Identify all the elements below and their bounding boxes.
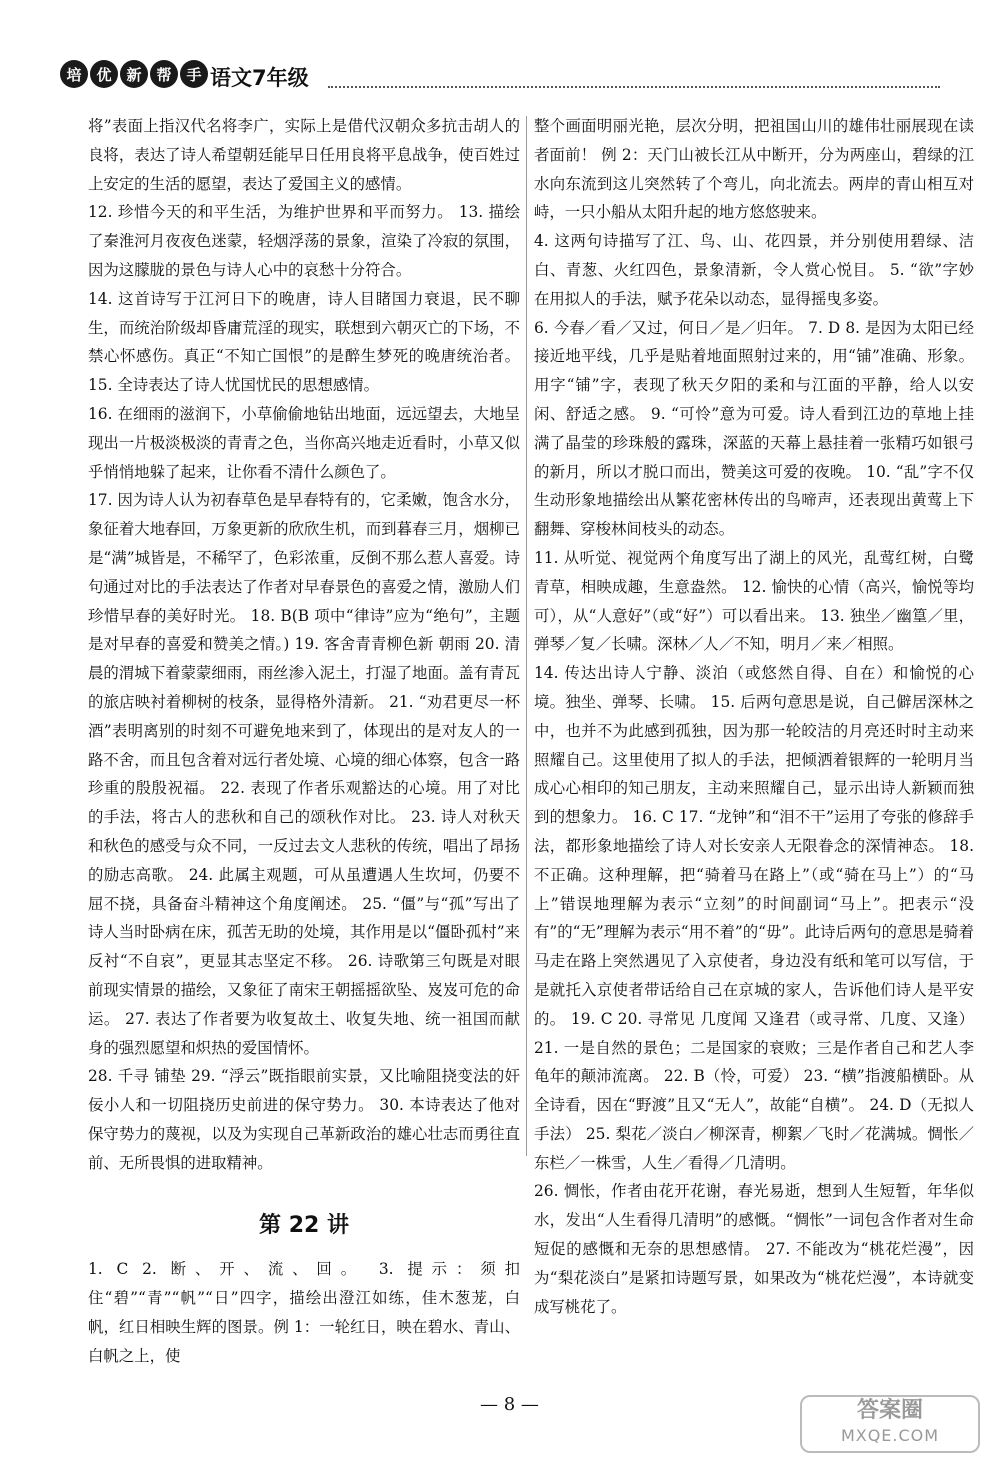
answer-paragraph: 11. 从听觉、视觉两个角度写出了湖上的风光，乱莺红树，白鹭青草，相映成趣，生意盎然。 12. 愉快的心情（高兴，愉悦等均可），从“人意好”（或“好”）可以看出来。 13. 独坐／幽篁／里，弹琴／复／长啸。深林／人／不知，明月／来／相照。 (534, 548, 974, 654)
answer-paragraph: 17. 因为诗人认为初春草色是早春特有的，它柔嫩，饱含水分，象征着大地春回，万象更新的欣欣生机，而到暮春三月，烟柳已是“满”城皆是，不稀罕了，色彩浓重，反倒不那么惹人喜爱。诗句通过对比的手法表达了作者对早春景色的喜爱之情，激励人们珍惜早春的美好时光。 18. B(B 项中“律诗”应为“绝句”，主题是对早春的喜爱和赞美之情。) 19. 客舍青青柳色新 朝雨 20. 清晨的渭城下着蒙蒙细雨，雨丝渗入泥土，打湿了地面。盖有青瓦的旅店映衬着柳树的枝条，显得格外清新。 21. “劝君更尽一杯酒”表明离别的时刻不可避免地来到了，体现出的是对友人的一路不舍，而且包含着对远行者处境、心境的细心体察，包含一路珍重的殷殷祝福。 22. 表现了作者乐观豁达的心境。用了对比的手法，将古人的悲秋和自己的颂秋作对比。 23. 诗人对秋天和秋色的感受与众不同，一反过去文人悲秋的传统，唱出了昂扬的励志高歌。 24. 此属主观题，可从虽遭遇人生坎坷，仍要不屈不挠，具备奋斗精神这个角度阐述。 25. “僵”与“孤”写出了诗人当时卧病在床，孤苦无助的处境，其作用是以“僵卧孤村”来反衬“不自哀”，更显其志坚定不移。 26. 诗歌第三句既是对眼前现实情景的描绘，又象征了南宋王朝摇摇欲坠、岌岌可危的命运。 27. 表达了作者要为收复故土、收复失地、统一祖国而献身的强烈愿望和炽热的爱国情怀。 (88, 491, 520, 1057)
logo-char: 手 (180, 60, 208, 88)
answer-paragraph: 1. C 2. 断、开、流、回。 3. 提示：须扣住“碧”“青”“帆”“日”四字，描绘出澄江如练，佳木葱茏，白帆，红日相映生辉的图景。例 1：一轮红日，映在碧水、青山、白帆之上，使 (88, 1260, 520, 1365)
answer-paragraph: 6. 今春／看／又过，何日／是／归年。 7. D 8. 是因为太阳已经接近地平线，几乎是贴着地面照射过来的，用“铺”准确、形象。用字“铺”字，表现了秋天夕阳的柔和与江面的平静，给人以安闲、舒适之感。 9. “可怜”意为可爱。诗人看到江边的草地上挂满了晶莹的珍珠般的露珠，深蓝的天幕上悬挂着一张精巧如银弓的新月，所以才脱口而出，赞美这可爱的夜晚。 10. “乱”字不仅生动形象地描绘出从繁花密林传出的鸟啼声，还表现出黄莺上下翻舞、穿梭林间枝头的动态。 (534, 318, 974, 539)
watermark-logo (800, 1395, 980, 1453)
logo-char: 优 (90, 60, 118, 88)
answer-paragraph: 14. 这首诗写于江河日下的晚唐，诗人目睹国力衰退，民不聊生，而统治阶级却昏庸荒淫的现实，联想到六朝灭亡的下场，不禁心怀感伤。真正“不知亡国恨”的是醉生梦死的晚唐统治者。 15. 全诗表达了诗人忧国忧民的思想感情。 (88, 289, 520, 395)
lecture-title: 第 22 讲 (259, 1213, 349, 1239)
answer-paragraph: 4. 这两句诗描写了江、鸟、山、花四景，并分别使用碧绿、洁白、青葱、火红四色，景象清新，令人赏心悦目。 5. “欲”字妙在用拟人的手法，赋予花朵以动态，显得摇曳多姿。 (534, 232, 974, 308)
answer-paragraph: 14. 传达出诗人宁静、淡泊（或悠然自得、自在）和愉悦的心境。独坐、弹琴、长啸。 15. 后两句意思是说，自己僻居深林之中，也并不为此感到孤独，因为那一轮皎洁的月亮还时时主动来照耀自己。这里使用了拟人的手法，把倾洒着银辉的一轮明月当成心心相印的知己朋友，主动来照耀自己，显示出诗人新颖而独到的想象力。 16. C 17. “龙钟”和“泪不干”运用了夸张的修辞手法，都形象地描绘了诗人对长安亲人无限眷念的深情神态。 18. 不正确。这种理解，把“骑着马在路上”（或“骑在马上”）的“马上”错误地理解为表示“立刻”的时间副词“马上”。把表示“没有”的“无”理解为表示“用不着”的“毋”。此诗后两句的意思是骑着马走在路上突然遇见了入京使者，身边没有纸和笔可以写信，于是就托入京使者带话给自己在京城的家人，告诉他们诗人是平安的。 19. C 20. 寻常见 几度闻 又逢君（或寻常、几度、又逢） 21. 一是自然的景色；二是国家的衰败；三是作者自己和艺人李龟年的颠沛流离。 22. B（怜，可爱） 23. “横”指渡船横卧。从全诗看，因在“野渡”且又“无人”，故能“自横”。 24. D（无拟人手法） 25. 梨花／淡白／柳深青，柳絮／飞时／花满城。惆怅／东栏／一株雪，人生／看得／几清明。 (534, 664, 974, 1172)
answer-paragraph: 16. 在细雨的滋润下，小草偷偷地钻出地面，远远望去，大地呈现出一片极淡极淡的青青之色，当你高兴地走近看时，小草又似乎悄悄地躲了起来，让你看不清什么颜色了。 (88, 404, 520, 481)
left-column (88, 112, 520, 1371)
answer-paragraph: 12. 珍惜今天的和平生活，为维护世界和平而努力。 13. 描绘了秦淮河月夜夜色迷蒙，轻烟浮荡的景象，渲染了冷寂的氛围，因为这朦胧的景色与诗人心中的哀愁十分符合。 (88, 203, 520, 279)
watermark-title: 答案圈 (856, 1398, 923, 1423)
page-number: — 8 — (480, 1394, 539, 1415)
page-header (60, 60, 940, 100)
watermark-url: MXQE.COM (840, 1426, 940, 1445)
logo-char: 培 (60, 60, 88, 88)
column-divider (526, 116, 527, 1156)
answer-paragraph: 整个画面明丽光艳，层次分明，把祖国山川的雄伟壮丽展现在读者面前！ 例 2：天门山被长江从中断开，分为两座山，碧绿的江水向东流到这儿突然转了个弯儿，向北流去。两岸的青山相互对峙，一只小船从太阳升起的地方悠悠驶来。 (534, 117, 974, 222)
logo-char: 帮 (150, 60, 178, 88)
header-rule (328, 86, 940, 88)
answer-paragraph: 将”表面上指汉代名将李广，实际上是借代汉朝众多抗击胡人的良将，表达了诗人希望朝廷能早日任用良将平息战争，使百姓过上安定的生活的愿望，表达了爱国主义的感情。 (88, 117, 520, 193)
series-logo (60, 60, 208, 88)
logo-char: 新 (120, 60, 148, 88)
answer-paragraph: 28. 千寻 铺垫 29. “浮云”既指眼前实景，又比喻阻挠变法的奸佞小人和一切阻挠历史前进的保守势力。 30. 本诗表达了他对保守势力的蔑视，以及为实现自己革新政治的雄心壮志而勇往直前、无所畏惧的进取精神。 (88, 1067, 520, 1172)
subject-grade: 语文7年级 (210, 66, 309, 90)
right-column (534, 112, 974, 1321)
answer-paragraph: 26. 惆怅，作者由花开花谢，春光易逝，想到人生短暂，年华似水，发出“人生看得几清明”的感慨。“惆怅”一词包含作者对生命短促的感慨和无奈的思想感情。 27. 不能改为“桃花烂漫”，因为“梨花淡白”是紧扣诗题写景，如果改为“桃花烂漫”，本诗就变成写桃花了。 (534, 1182, 974, 1316)
